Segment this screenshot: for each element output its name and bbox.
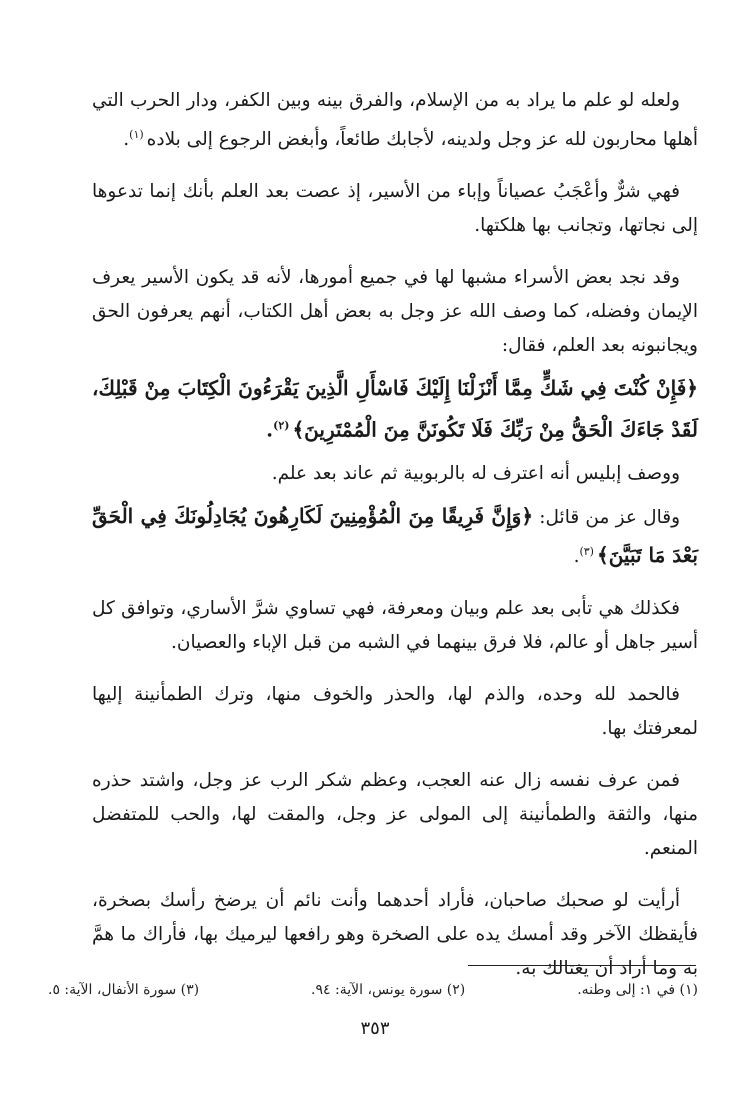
footnote-divider [468, 965, 696, 966]
paragraph-4: ووصف إبليس أنه اعترف له بالربوبية ثم عاند بعد علم. [271, 462, 680, 484]
footnote-1: (١) في ١: إلى وطنه. [577, 982, 698, 998]
paragraph-9: أرأيت لو صحبك صاحبان، فأراد أحدهما وأنت نائم أن يرضخ رأسك بصخرة، فأيقظك الآخر وقد أمسك يده على الصخرة وهو رافعها ليرميك بها، فأراك ما همَّ به وما أراد أن يغتالك به. [92, 889, 698, 979]
quran-verse-1: ﴿فَإِنْ كُنْتَ فِي شَكٍّ مِمَّا أَنْزَلْنَا إِلَيْكَ فَاسْأَلِ الَّذِينَ يَقْرَءُونَ الْكِتَابَ مِنْ قَبْلِكَ، لَقَدْ جَاءَكَ الْحَقُّ مِنْ رَبِّكَ فَلَا تَكُونَنَّ مِنَ الْمُمْتَرِينَ﴾$^{(٢)}$. [92, 376, 698, 442]
paragraph-7: فالحمد لله وحده، والذم لها، والحذر والخوف منها، وترك الطمأنينة إليها لمعرفتك بها. [92, 683, 698, 739]
page-number: ٣٥٣ [360, 1018, 390, 1039]
paragraph-1: ولعله لو علم ما يراد به من الإسلام، والفرق بينه وبين الكفر، ودار الحرب التي أهلها محاربون لله عز وجل ولدينه، لأجابك طائعاً، وأبغض الرجوع إلى بلاده$^{(١)}$. [92, 90, 698, 151]
footnote-ref-2: (٢) [273, 419, 290, 433]
page-body [92, 84, 698, 1004]
footnote-2: (٢) سورة يونس، الآية: ٩٤. [311, 982, 466, 998]
paragraph-8: فمن عرف نفسه زال عنه العجب، وعظم شكر الرب عز وجل، واشتد حذره منها، والثقة والطمأنينة إلى المولى عز وجل، والمقت لها، والحب للمتفضل المنعم. [92, 769, 698, 859]
footnotes [48, 982, 698, 998]
paragraph-6: فكذلك هي تأبى بعد علم وبيان ومعرفة، فهي تساوي شرَّ الأساري، وتوافق كل أسير جاهل أو عالم، فلا فرق بينهما في الشبه من قبل الإباء والعصيان. [92, 597, 698, 653]
paragraph-3: وقد نجد بعض الأسراء مشبها لها في جميع أمورها، لأنه قد يكون الأسير يعرف الإيمان وفضله، كما وصف الله عز وجل به بعض أهل الكتاب، أنهم يعرفون الحق ويجانبونه بعد العلم، فقال: [92, 267, 698, 357]
paragraph-2: فهي شرٌّ وأعْجَبُ عصياناً وإباء من الأسير، إذ عصت بعد العلم بأنك إنما تدعوها إلى نجاتها، وتجانب بها هلكتها. [92, 181, 698, 237]
footnote-ref-1: (١) [129, 128, 144, 141]
footnote-ref-3: (٣) [579, 544, 594, 558]
paragraph-5: وقال عز من قائل: ﴿وَإِنَّ فَرِيقًا مِنَ الْمُؤْمِنِينَ لَكَارِهُونَ يُجَادِلُونَكَ فِي الْحَقِّ بَعْدَ مَا تَبَيَّنَ﴾$^{(٣)}$. [92, 503, 698, 567]
footnote-3: (٣) سورة الأنفال، الآية: ٥. [48, 982, 200, 998]
quran-verse-2: ﴿وَإِنَّ فَرِيقًا مِنَ الْمُؤْمِنِينَ لَكَارِهُونَ يُجَادِلُونَكَ فِي الْحَقِّ بَعْدَ مَا تَبَيَّنَ﴾ [92, 503, 698, 567]
